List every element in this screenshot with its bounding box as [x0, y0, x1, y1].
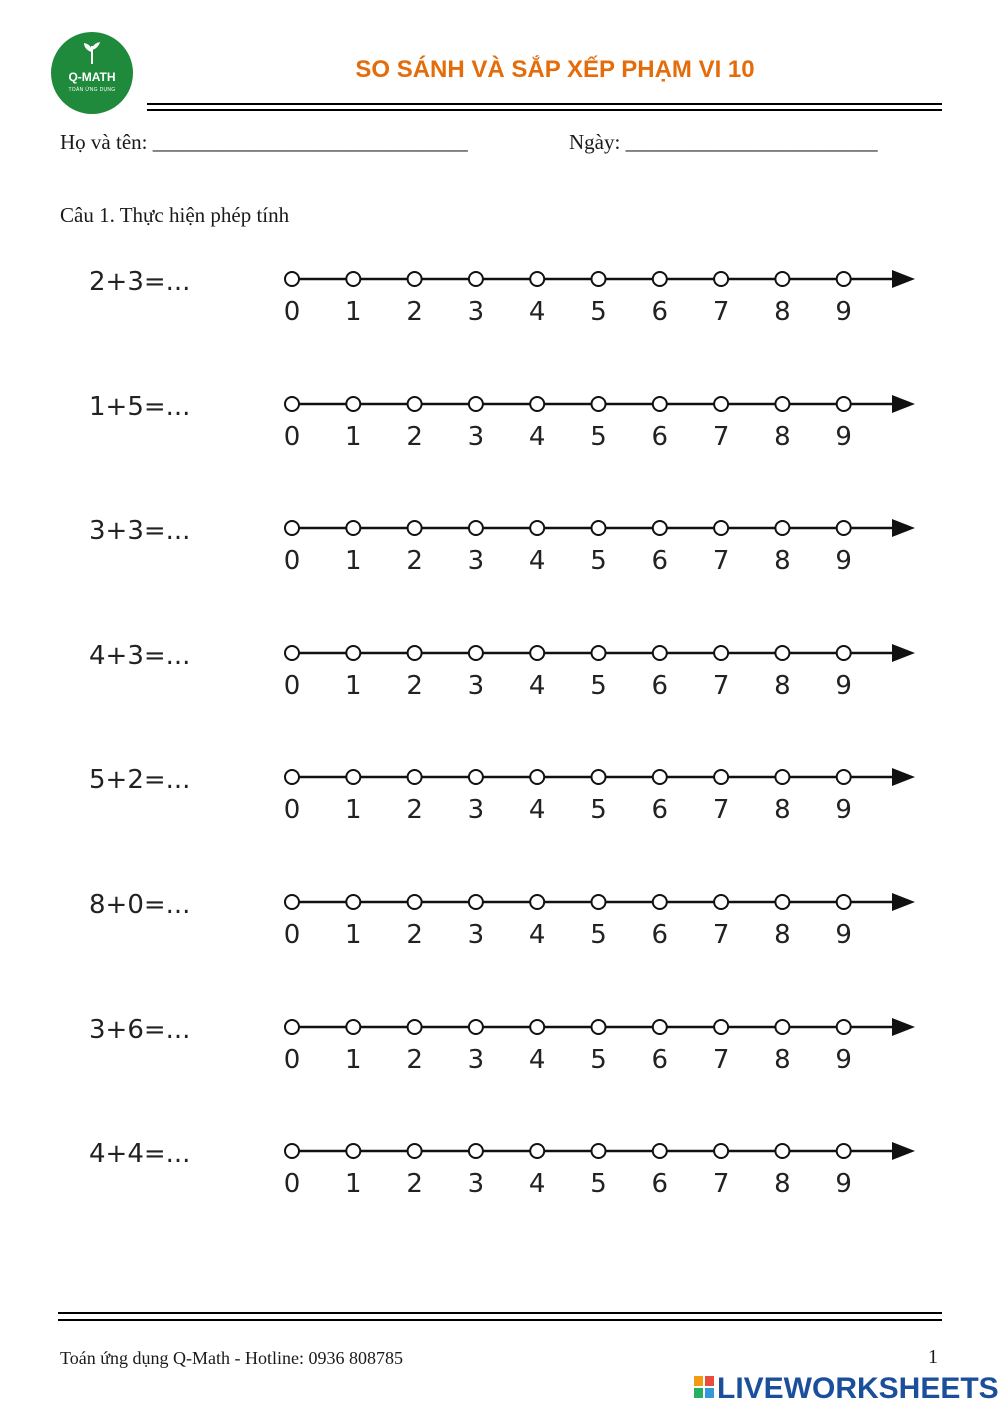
number-line-label: 7: [712, 421, 730, 452]
number-line-label: 6: [651, 795, 669, 826]
logo-name: Q-MATH: [68, 70, 116, 84]
number-line-label: 3: [467, 795, 485, 826]
number-line-label: 1: [345, 920, 362, 950]
number-line-point[interactable]: [469, 272, 483, 286]
number-line-label: 7: [712, 1169, 730, 1200]
number-line-label: 3: [467, 1169, 485, 1200]
number-line-point[interactable]: [775, 272, 789, 286]
number-line-point[interactable]: [714, 646, 728, 660]
page-title: SO SÁNH VÀ SẮP XẾP PHẠM VI 10: [355, 56, 755, 83]
number-line-point[interactable]: [285, 397, 299, 411]
number-line-point[interactable]: [653, 1144, 667, 1158]
number-line-point[interactable]: [653, 1020, 667, 1034]
number-line-point[interactable]: [530, 397, 544, 411]
number-line-point[interactable]: [285, 895, 299, 909]
number-line-label: 1: [345, 421, 362, 452]
number-line-label: 1: [345, 1044, 362, 1075]
number-line-point[interactable]: [530, 1020, 544, 1034]
number-line-point[interactable]: [837, 1020, 851, 1034]
number-line-label: 4: [528, 421, 546, 452]
number-line-point[interactable]: [346, 397, 360, 411]
number-line-label: 8: [774, 546, 791, 577]
number-line-point[interactable]: [285, 1020, 299, 1034]
number-line-point[interactable]: [285, 521, 299, 535]
number-line-label: 3: [467, 670, 485, 701]
number-line-label: 0: [283, 1044, 301, 1075]
number-line-point[interactable]: [346, 521, 360, 535]
number-line-point[interactable]: [837, 521, 851, 535]
arrow-head-icon: [892, 519, 915, 537]
number-line-label: 7: [712, 546, 730, 577]
number-line-label: 0: [283, 1169, 301, 1200]
number-line-point[interactable]: [530, 770, 544, 784]
exercise-expression: 8+0=...: [89, 890, 191, 920]
number-line-label: 4: [528, 297, 546, 327]
number-line-label: 9: [835, 421, 852, 452]
number-line-point[interactable]: [530, 895, 544, 909]
number-line-label: 2: [406, 421, 423, 452]
number-line-label: 9: [835, 1169, 852, 1200]
footer-text: Toán ứng dụng Q-Math - Hotline: 0936 808785: [60, 1348, 403, 1368]
number-line-point[interactable]: [775, 1020, 789, 1034]
number-line-label: 5: [590, 1044, 607, 1075]
number-line-label: 9: [835, 546, 852, 577]
number-line-point[interactable]: [346, 770, 360, 784]
number-line-point[interactable]: [653, 770, 667, 784]
number-line-label: 0: [283, 297, 301, 327]
number-line-label: 6: [651, 670, 669, 701]
number-line-point[interactable]: [592, 1020, 606, 1034]
date-field[interactable]: Ngày: ________________________: [569, 130, 878, 154]
number-line-label: 4: [528, 1044, 546, 1075]
number-line-point[interactable]: [530, 521, 544, 535]
number-line-point[interactable]: [837, 770, 851, 784]
number-line-label: 3: [467, 421, 485, 452]
number-line-label: 8: [774, 795, 791, 826]
number-line-point[interactable]: [837, 646, 851, 660]
number-line-point[interactable]: [837, 397, 851, 411]
header-divider: [147, 103, 942, 111]
number-line-label: 3: [467, 1044, 485, 1075]
number-line-label: 8: [774, 1169, 791, 1200]
number-line-label: 3: [467, 920, 485, 950]
number-line-label: 3: [467, 297, 485, 327]
number-line-point[interactable]: [592, 770, 606, 784]
number-line-point[interactable]: [775, 646, 789, 660]
number-line-label: 2: [406, 546, 423, 577]
number-line-label: 2: [406, 297, 423, 327]
number-line-label: 2: [406, 795, 423, 826]
question-heading: Câu 1. Thực hiện phép tính: [60, 203, 290, 227]
number-line-point[interactable]: [346, 1020, 360, 1034]
number-line-label: 8: [774, 670, 791, 701]
number-line-point[interactable]: [530, 272, 544, 286]
page-number: 1: [928, 1346, 938, 1368]
arrow-head-icon: [892, 1018, 915, 1036]
number-line-point[interactable]: [285, 646, 299, 660]
number-line-point[interactable]: [714, 1144, 728, 1158]
number-line-label: 3: [467, 546, 485, 577]
number-line-label: 1: [345, 795, 362, 826]
number-line-point[interactable]: [469, 1144, 483, 1158]
number-line-point[interactable]: [285, 272, 299, 286]
number-line-label: 2: [406, 1169, 423, 1200]
number-line-point[interactable]: [408, 272, 422, 286]
number-line-point[interactable]: [408, 1144, 422, 1158]
footer-divider: [58, 1312, 942, 1321]
number-line-label: 5: [590, 795, 607, 826]
number-line-point[interactable]: [592, 521, 606, 535]
number-line-label: 6: [651, 421, 669, 452]
number-line-point[interactable]: [653, 646, 667, 660]
number-line-point[interactable]: [775, 397, 789, 411]
brand-text: LIVEWORKSHEETS: [717, 1372, 999, 1405]
liveworksheets-icon: [694, 1376, 714, 1398]
number-line: [270, 504, 930, 594]
number-line-point[interactable]: [408, 397, 422, 411]
number-line-label: 6: [651, 1169, 669, 1200]
number-line-label: 4: [528, 546, 546, 577]
number-line-label: 1: [345, 670, 362, 701]
number-line-label: 9: [835, 795, 852, 826]
number-line-point[interactable]: [592, 272, 606, 286]
name-field[interactable]: Họ và tên: ______________________________: [60, 130, 468, 154]
liveworksheets-brand: [694, 1374, 999, 1404]
number-line-point[interactable]: [285, 1144, 299, 1158]
number-line-label: 4: [528, 670, 546, 701]
number-line-point[interactable]: [714, 521, 728, 535]
number-line-point[interactable]: [775, 895, 789, 909]
number-line-label: 1: [345, 297, 362, 327]
number-line-point[interactable]: [469, 1020, 483, 1034]
number-line-point[interactable]: [408, 521, 422, 535]
number-line-point[interactable]: [346, 646, 360, 660]
number-line-point[interactable]: [592, 397, 606, 411]
number-line-label: 6: [651, 297, 669, 327]
number-line-label: 8: [774, 297, 791, 327]
number-line-label: 0: [283, 795, 301, 826]
leaf-icon: [81, 42, 103, 66]
number-line-label: 6: [651, 546, 669, 577]
number-line-point[interactable]: [592, 1144, 606, 1158]
number-line-point[interactable]: [530, 646, 544, 660]
number-line-label: 6: [651, 1044, 669, 1075]
number-line: [270, 629, 930, 719]
number-line: [270, 1003, 930, 1093]
q-math-logo: [51, 32, 133, 114]
number-line-point[interactable]: [408, 1020, 422, 1034]
arrow-head-icon: [892, 768, 915, 786]
number-line-point[interactable]: [714, 272, 728, 286]
number-line-point[interactable]: [346, 895, 360, 909]
number-line-point[interactable]: [592, 646, 606, 660]
exercise-expression: 5+2=...: [89, 765, 191, 796]
number-line-point[interactable]: [837, 1144, 851, 1158]
arrow-head-icon: [892, 893, 915, 911]
number-line-label: 5: [590, 297, 607, 327]
number-line-label: 7: [712, 297, 730, 327]
number-line-label: 2: [406, 670, 423, 701]
number-line-point[interactable]: [346, 1144, 360, 1158]
exercise-expression: 3+6=...: [89, 1014, 191, 1045]
number-line-point[interactable]: [469, 646, 483, 660]
number-line-point[interactable]: [714, 1020, 728, 1034]
number-line: [270, 255, 930, 345]
number-line-label: 4: [528, 795, 546, 826]
number-line-point[interactable]: [469, 895, 483, 909]
number-line-label: 7: [712, 670, 730, 701]
number-line-point[interactable]: [837, 895, 851, 909]
number-line-label: 9: [835, 670, 852, 701]
number-line-point[interactable]: [408, 770, 422, 784]
number-line-label: 9: [835, 920, 852, 950]
number-line-label: 1: [345, 1169, 362, 1200]
arrow-head-icon: [892, 395, 915, 413]
number-line-point[interactable]: [285, 770, 299, 784]
number-line-label: 5: [590, 421, 607, 452]
number-line-point[interactable]: [714, 895, 728, 909]
number-line-point[interactable]: [653, 397, 667, 411]
arrow-head-icon: [892, 1142, 915, 1160]
number-line-label: 6: [651, 920, 669, 950]
number-line-point[interactable]: [714, 770, 728, 784]
exercise-expression: 4+4=...: [89, 1139, 191, 1170]
number-line-point[interactable]: [408, 646, 422, 660]
number-line-label: 0: [283, 546, 301, 577]
logo-tagline: TOÁN ỨNG DỤNG: [68, 87, 116, 93]
arrow-head-icon: [892, 644, 915, 662]
number-line-point[interactable]: [714, 397, 728, 411]
number-line-label: 7: [712, 920, 730, 950]
number-line-point[interactable]: [592, 895, 606, 909]
number-line-label: 9: [835, 297, 852, 327]
number-line-label: 5: [590, 1169, 607, 1200]
number-line-point[interactable]: [775, 521, 789, 535]
number-line: [270, 380, 930, 470]
number-line-point[interactable]: [775, 1144, 789, 1158]
number-line: [270, 878, 930, 968]
number-line-label: 8: [774, 1044, 791, 1075]
number-line-label: 5: [590, 670, 607, 701]
number-line-point[interactable]: [653, 895, 667, 909]
number-line-label: 8: [774, 920, 791, 950]
number-line-label: 1: [345, 546, 362, 577]
number-line-label: 7: [712, 795, 730, 826]
number-line-point[interactable]: [469, 521, 483, 535]
number-line-point[interactable]: [775, 770, 789, 784]
arrow-head-icon: [892, 270, 915, 288]
number-line-label: 2: [406, 1044, 423, 1075]
number-line-point[interactable]: [653, 521, 667, 535]
exercise-expression: 3+3=...: [89, 516, 191, 547]
exercise-expression: 4+3=...: [89, 640, 191, 671]
number-line-point[interactable]: [469, 397, 483, 411]
number-line-label: 5: [590, 920, 607, 950]
number-line-point[interactable]: [837, 272, 851, 286]
number-line-point[interactable]: [653, 272, 667, 286]
exercise-expression: 2+3=...: [89, 267, 191, 297]
number-line-label: 7: [712, 1044, 730, 1075]
number-line-label: 4: [528, 1169, 546, 1200]
number-line-label: 0: [283, 421, 301, 452]
number-line-point[interactable]: [469, 770, 483, 784]
number-line-point[interactable]: [530, 1144, 544, 1158]
number-line-label: 0: [283, 670, 301, 701]
number-line: [270, 753, 930, 843]
number-line: [270, 1127, 930, 1217]
number-line-label: 2: [406, 920, 423, 950]
exercise-expression: 1+5=...: [89, 391, 191, 422]
number-line-label: 5: [590, 546, 607, 577]
number-line-point[interactable]: [346, 272, 360, 286]
number-line-point[interactable]: [408, 895, 422, 909]
number-line-label: 0: [283, 920, 301, 950]
number-line-label: 4: [528, 920, 546, 950]
number-line-label: 8: [774, 421, 791, 452]
number-line-label: 9: [835, 1044, 852, 1075]
